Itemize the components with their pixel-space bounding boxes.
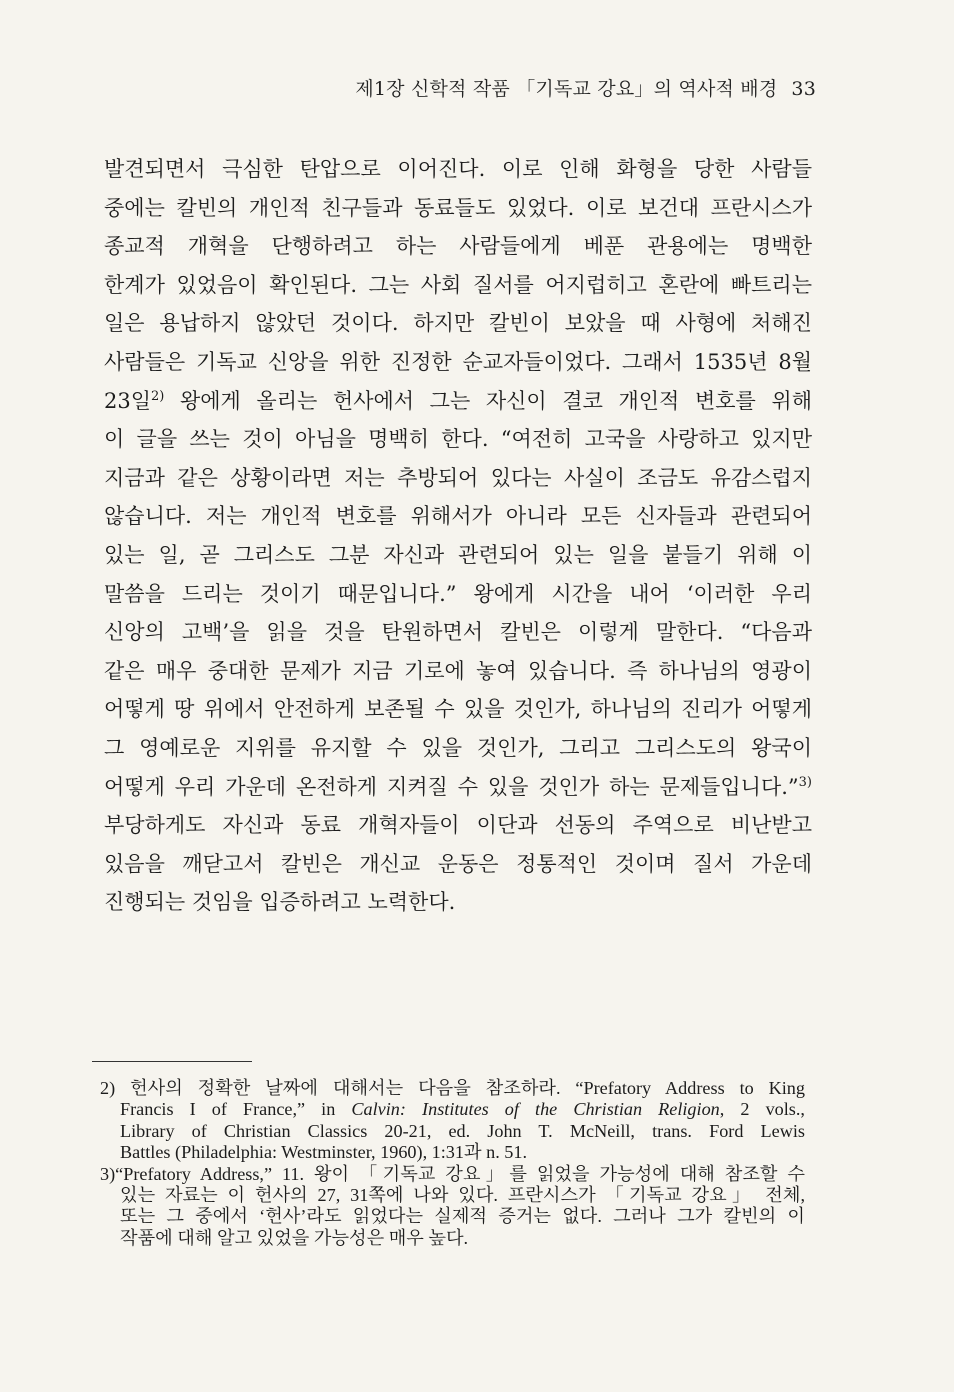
footnote-line: 있는 자료는 이 헌사의 27, 31쪽에 나와 있다. 프란시스가 「기독교 강요」 전체, [120,1184,805,1205]
body-line: 한계가 있었음이 확인된다. 그는 사회 질서를 어지럽히고 혼란에 빠트리는 [104,272,812,297]
body-line: 지금과 같은 상황이라면 저는 추방되어 있다는 사실이 조금도 유감스럽지 [104,465,812,490]
body-text [104,150,812,922]
body-line-rest: 왕에게 올리는 헌사에서 그는 자신이 결코 개인적 변호를 위해 [164,388,812,413]
chapter-title: 제1장 신학적 작품 「기독교 강요」의 역사적 배경 [355,78,778,100]
body-line: 신앙의 고백’을 읽을 것을 탄원하면서 칼빈은 이렇게 말한다. “다음과 [104,620,812,645]
footnote-line [100,1078,805,1099]
body-line: 종교적 개혁을 단행하려고 하는 사람들에게 베푼 관용에는 명백한 [104,234,812,259]
footnotes [100,1078,805,1249]
footnote-line [100,1164,805,1185]
footnote-divider [92,1061,252,1062]
body-line-start: 23일 [104,388,152,413]
body-line: 같은 매우 중대한 문제가 지금 기로에 놓여 있습니다. 즉 하나님의 영광이 [104,658,812,683]
body-line: 않습니다. 저는 개인적 변호를 위해서가 아니라 모든 신자들과 관련되어 [104,504,812,529]
body-line: 중에는 칼빈의 개인적 친구들과 동료들도 있었다. 이로 보건대 프란시스가 [104,195,812,220]
body-line-text: 어떻게 우리 가운데 온전하게 지켜질 수 있을 것인가 하는 문제들입니다.” [104,774,799,799]
footnote-3 [100,1164,805,1250]
body-line: 사람들은 기독교 신앙을 위한 진정한 순교자들이었다. 그래서 1535년 8월 [104,349,812,374]
body-line: 부당하게도 자신과 동료 개혁자들이 이단과 선동의 주역으로 비난받고 [104,813,812,838]
body-line [104,382,812,421]
footnote-marker: 2) [100,1078,116,1098]
body-line: 말씀을 드리는 것이기 때문입니다.” 왕에게 시간을 내어 ‘이러한 우리 [104,581,812,606]
body-line: 발견되면서 극심한 탄압으로 이어진다. 이로 인해 화형을 당한 사람들 [104,157,812,181]
body-line: 이 글을 쓰는 것이 아님을 명백히 한다. “여전히 고국을 사랑하고 있지만 [104,427,812,452]
footnote-reference: 3) [798,774,812,790]
body-line: 그 영예로운 지위를 유지할 수 있을 것인가, 그리고 그리스도의 왕국이 [104,735,812,760]
footnote-line: Library of Christian Classics 20-21, ed. John T. McNeill, trans. Ford Lewis [120,1120,805,1141]
footnote-text: , 2 vols., [719,1099,805,1120]
footnote-text: “Prefatory Address,” 11. 왕이 「기독교 강요」를 읽었을 가능성에 대해 참조할 수 [115,1163,805,1184]
footnote-reference: 2) [151,388,165,404]
running-header [355,74,816,101]
body-line: 있음을 깨닫고서 칼빈은 개신교 운동은 정통적인 것이며 질서 가운데 [104,851,812,876]
body-line [104,768,812,807]
footnote-line: 또는 그 중에서 ‘헌사’라도 읽었다는 실제적 증거는 없다. 그러나 그가 칼빈의 이 [120,1206,805,1227]
body-line: 어떻게 땅 위에서 안전하게 보존될 수 있을 것인가, 하나님의 진리가 어떻게 [104,697,812,722]
footnote-text: Francis I of France,” in [120,1099,352,1120]
body-line: 있는 일, 곧 그리스도 그분 자신과 관련되어 있는 일을 붙들기 위해 이 [104,542,812,567]
book-title: Calvin: Institutes of the Christian Religion [351,1099,720,1120]
body-line: 일은 용납하지 않았던 것이다. 하지만 칼빈이 보았을 때 사형에 처해진 [104,311,812,336]
page-number: 33 [791,78,816,100]
footnote-marker: 3) [100,1163,116,1184]
footnote-line [100,1099,805,1120]
footnote-2 [100,1078,805,1164]
body-line: 진행되는 것임을 입증하려고 노력한다. [104,890,456,915]
footnote-line: 작품에 대해 알고 있었을 가능성은 매우 높다. [120,1227,469,1248]
footnote-text: 헌사의 정확한 날짜에 대해서는 다음을 참조하라. “Prefatory Address to King [130,1078,805,1098]
footnote-line: Battles (Philadelphia: Westminster, 1960), 1:31과 n. 51. [120,1142,528,1163]
